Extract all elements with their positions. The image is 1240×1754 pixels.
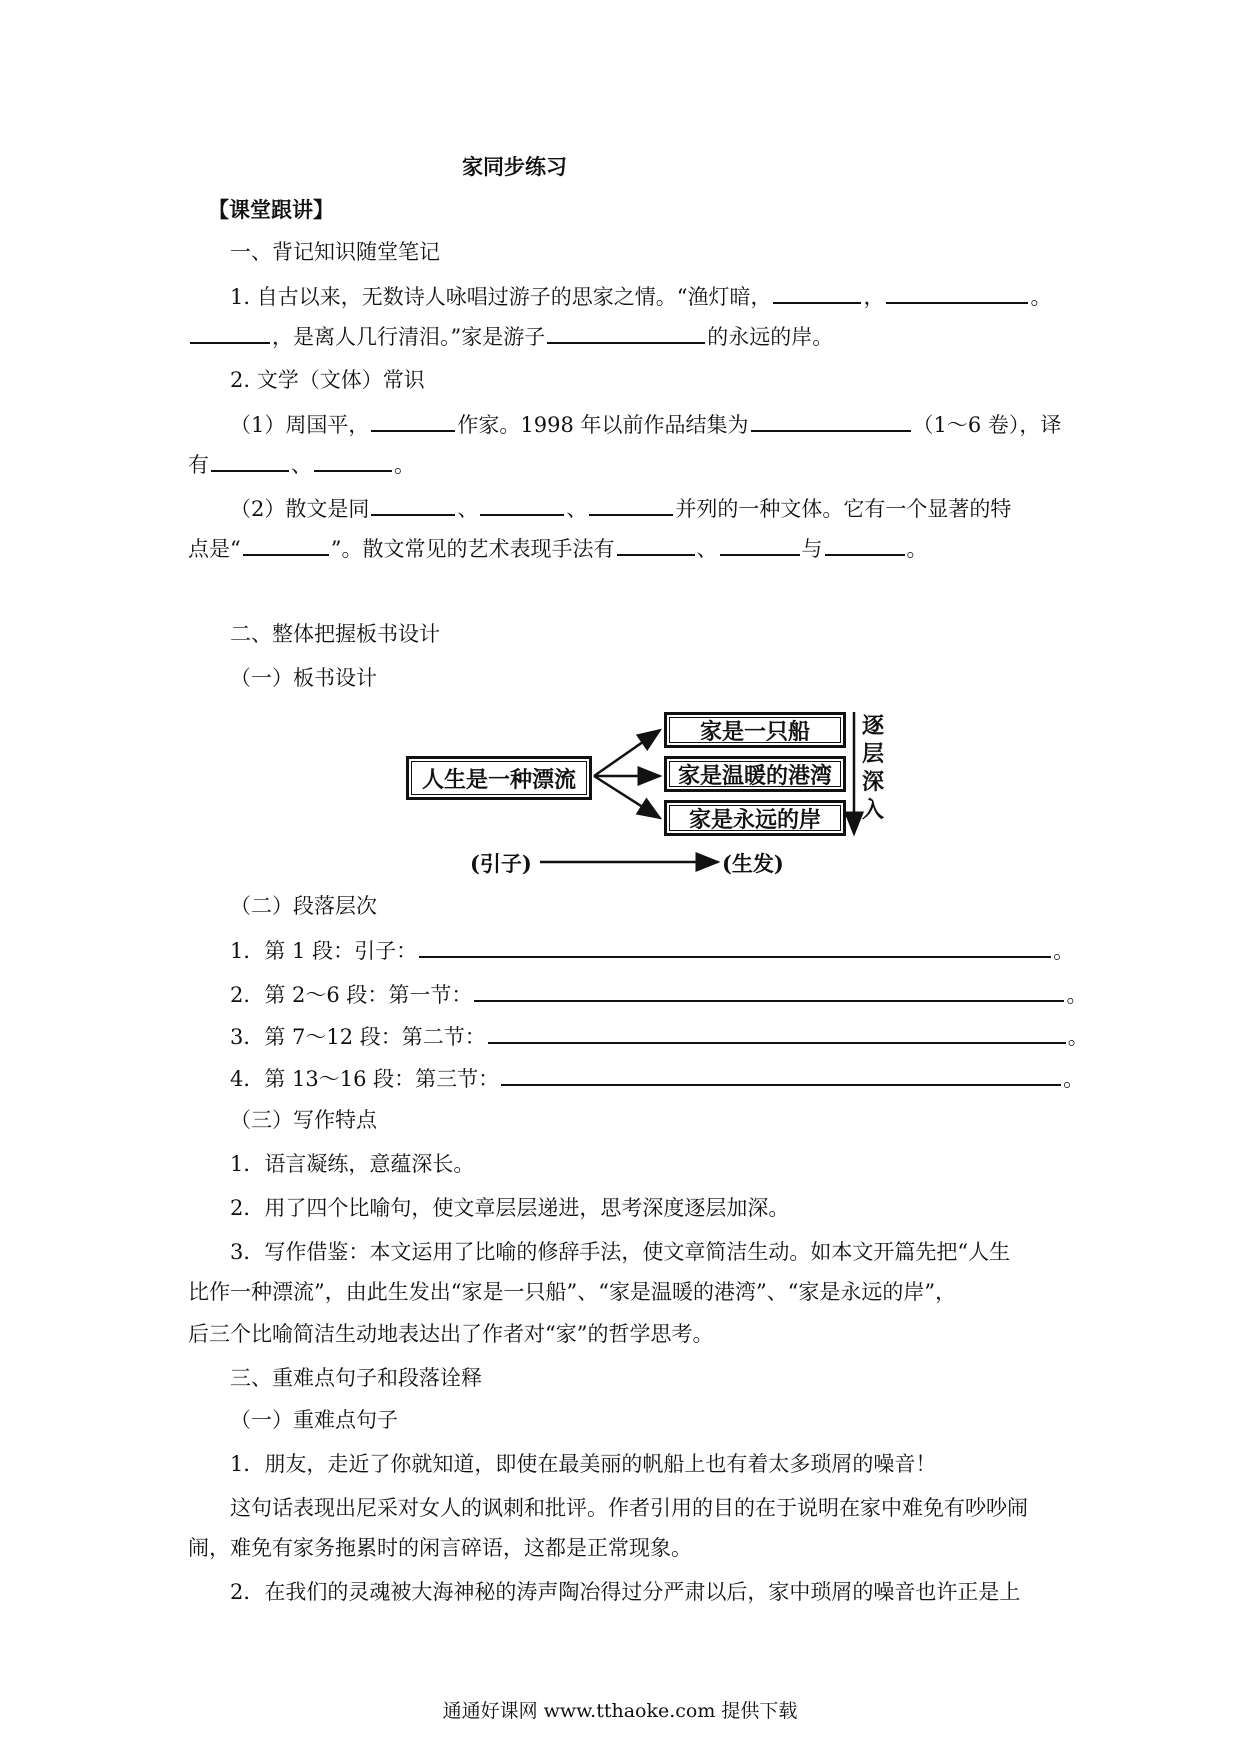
subheading-paragraph-levels: （二）段落层次 (230, 894, 377, 918)
arrow-to-branch-3 (594, 776, 660, 818)
paragraph-level-2: 2．第 2～6 段：第一节： 。 (230, 980, 1087, 1009)
paragraph-level-4: 4．第 13～16 段：第三节： 。 (230, 1064, 1084, 1093)
subheading-writing-features: （三）写作特点 (230, 1108, 377, 1132)
diagram-branch-1: 家是一只船 (664, 712, 846, 748)
diagram-vertical-label: 逐层深入 (861, 713, 884, 823)
diagram-left-label: (引子) (470, 851, 532, 876)
page-title: 家同步练习 (462, 154, 567, 179)
question-1-line-2: ，是离人几行清泪。”家是游子 的永远的岸。 (188, 322, 833, 351)
key-sentence-1: 1．朋友，走近了你就知道，即使在最美丽的帆船上也有着太多琐屑的噪音！ (230, 1452, 937, 1476)
diagram-root-box: 人生是一种漂流 (406, 756, 592, 800)
diagram-branch-3: 家是永远的岸 (664, 800, 846, 836)
writing-feature-3-line-3: 后三个比喻简洁生动地表达出了作者对“家”的哲学思考。 (188, 1322, 714, 1346)
heading-1: 一、背记知识随堂笔记 (230, 240, 440, 264)
question-2-1-line-2: 有 、 。 (188, 450, 415, 479)
writing-feature-3-line-1: 3．写作借鉴：本文运用了比喻的修辞手法，使文章简洁生动。如本文开篇先把“人生 (230, 1240, 1011, 1264)
question-2-2-line-2: 点是“ ”。散文常见的艺术表现手法有 、 与 。 (188, 534, 928, 563)
diagram-right-label: (生发) (722, 851, 784, 876)
question-2-2-line-1: （2）散文是同 、 、 并列的一种文体。它有一个显著的特 (230, 494, 1011, 523)
writing-feature-1: 1．语言凝练，意蕴深长。 (230, 1152, 475, 1176)
subheading-key-sentences: （一）重难点句子 (230, 1408, 398, 1432)
key-sentence-2: 2．在我们的灵魂被大海神秘的涛声陶冶得过分严肃以后，家中琐屑的噪音也许正是上 (230, 1580, 1021, 1604)
arrow-to-branch-1 (594, 730, 660, 776)
subheading-board-design: （一）板书设计 (230, 666, 377, 690)
heading-2: 二、整体把握板书设计 (230, 622, 440, 646)
blank[interactable] (501, 1064, 1061, 1086)
question-2: 2. 文学（文体）常识 (230, 368, 425, 392)
question-1-line-1: 1. 自古以来，无数诗人咏唱过游子的思家之情。“渔灯暗， ， 。 (230, 282, 1051, 311)
writing-feature-3-line-2: 比作一种漂流”，由此生发出“家是一只船”、“家是温暖的港湾”、“家是永远的岸”， (188, 1280, 957, 1304)
blank[interactable] (419, 936, 1051, 958)
diagram-branch-2: 家是温暖的港湾 (664, 756, 846, 792)
question-2-1-line-1: （1）周国平， 作家。1998 年以前作品结集为 （1～6 卷），译 (230, 410, 1061, 439)
key-sentence-1-explanation-line-2: 闹，难免有家务拖累时的闲言碎语，这都是正常现象。 (188, 1536, 692, 1560)
writing-feature-2: 2．用了四个比喻句，使文章层层递进，思考深度逐层加深。 (230, 1196, 790, 1220)
key-sentence-1-explanation-line-1: 这句话表现出尼采对女人的讽刺和批评。作者引用的目的在于说明在家中难免有吵吵闹 (230, 1496, 1028, 1520)
page-footer: 通通好课网 www.tthaoke.com 提供下载 (442, 1700, 798, 1722)
blank[interactable] (474, 980, 1064, 1002)
heading-3: 三、重难点句子和段落诠释 (230, 1366, 482, 1390)
section-header: 【课堂跟讲】 (208, 197, 334, 222)
paragraph-level-1: 1．第 1 段：引子： 。 (230, 936, 1060, 965)
paragraph-level-3: 3．第 7～12 段：第二节： 。 (230, 1022, 1089, 1051)
blank[interactable] (488, 1022, 1066, 1044)
